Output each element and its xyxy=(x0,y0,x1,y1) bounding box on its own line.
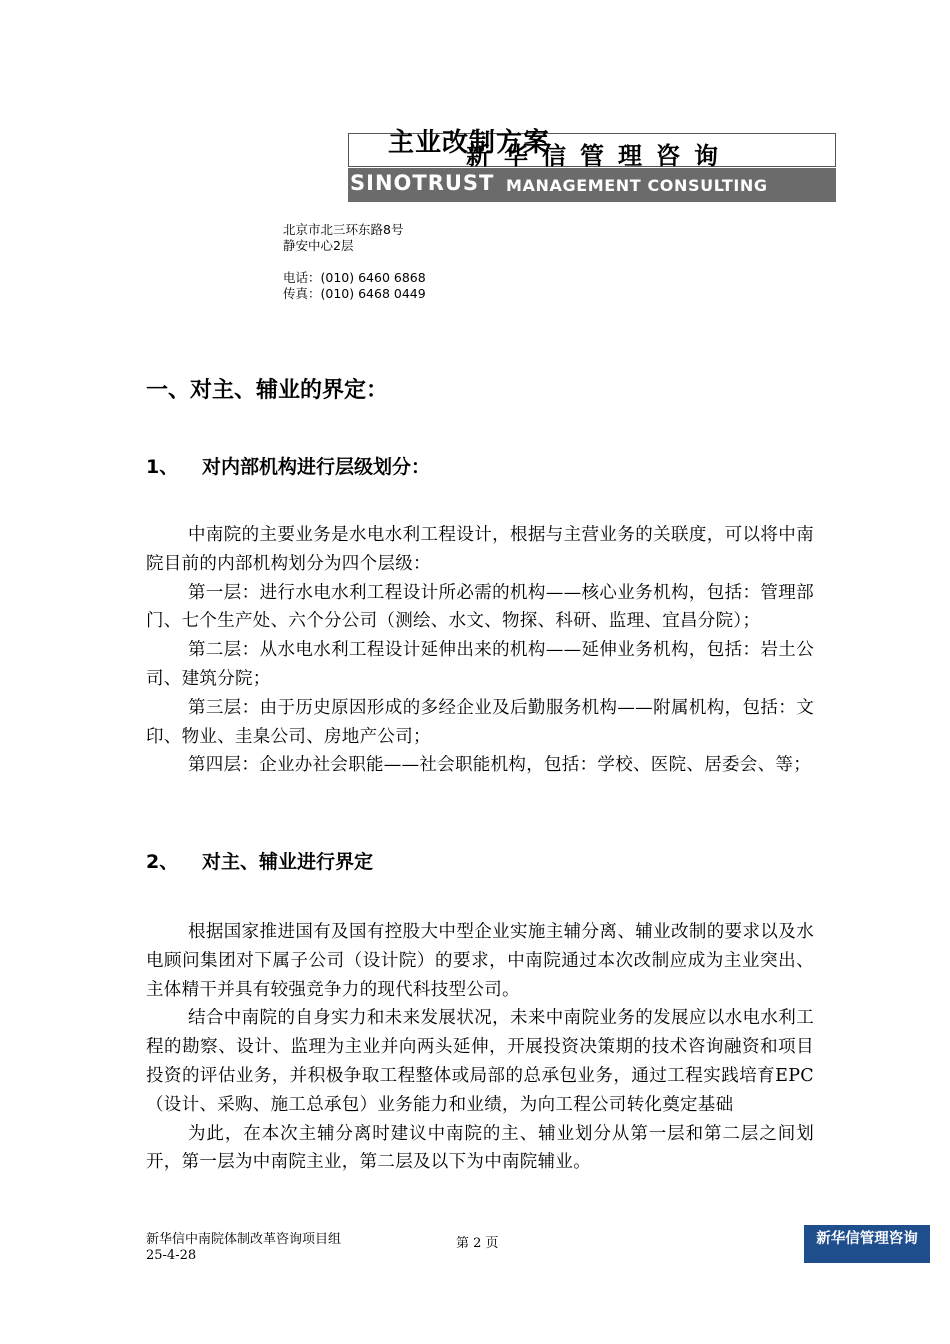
subsection-number: 2、 xyxy=(146,851,179,873)
page-number: 第 2 页 xyxy=(456,1236,499,1251)
footer-date: 25-4-28 xyxy=(146,1248,197,1263)
subsection-heading-2 xyxy=(146,847,373,874)
address-line-1: 北京市北三环东路8号 xyxy=(283,222,404,237)
address-block xyxy=(283,222,403,254)
subsection-heading-1 xyxy=(146,452,430,479)
paragraph: 第二层：从水电水利工程设计延伸出来的机构——延伸业务机构，包括：岩土公司、建筑分院； xyxy=(146,640,814,689)
paragraph: 第三层：由于历史原因形成的多经企业及后勤服务机构——附属机构，包括：文印、物业、圭臬公司、房地产公司； xyxy=(146,697,814,747)
paragraph: 为此，在本次主辅分离时建议中南院的主、辅业划分从第一层和第二层之间划开，第一层为中南院主业，第二层及以下为中南院辅业。 xyxy=(146,1123,814,1173)
logo-english-name: SINOTRUST xyxy=(350,171,495,195)
footer-brand-badge: 新华信管理咨询 xyxy=(804,1225,930,1263)
logo-english-subtitle: MANAGEMENT CONSULTING xyxy=(506,176,768,195)
paragraph: 根据国家推进国有及国有控股大中型企业实施主辅分离、辅业改制的要求以及水电顾问集团对下属子公司（设计院）的要求，中南院通过本次改制应成为主业突出、主体精干并具有较强竞争力的现代科技型公司。 xyxy=(146,922,814,1000)
logo-english-bar xyxy=(348,168,836,202)
subsection-2-body xyxy=(146,918,814,1177)
subsection-title: 对内部机构进行层级划分： xyxy=(202,456,431,478)
address-line-2: 静安中心2层 xyxy=(283,238,354,253)
section-heading: 一、对主、辅业的界定： xyxy=(146,378,389,403)
subsection-1-body xyxy=(146,521,814,780)
logo-chinese-name: 新华信管理咨询 xyxy=(466,142,732,170)
footer-org: 新华信中南院体制改革咨询项目组 xyxy=(146,1232,342,1247)
paragraph: 第一层：进行水电水利工程设计所必需的机构——核心业务机构，包括：管理部门、七个生产处、六个分公司（测绘、水文、物探、科研、监理、宜昌分院）； xyxy=(146,582,814,632)
contact-numbers xyxy=(283,270,426,302)
paragraph: 中南院的主要业务是水电水利工程设计，根据与主营业务的关联度，可以将中南院目前的内部机构划分为四个层级： xyxy=(146,525,814,574)
subsection-title: 对主、辅业进行界定 xyxy=(202,851,374,873)
subsection-number: 1、 xyxy=(146,456,179,478)
paragraph: 结合中南院的自身实力和未来发展状况，未来中南院业务的发展应以水电水利工程的勘察、设计、监理为主业并向两头延伸，开展投资决策期的技术咨询融资和项目投资的评估业务，并积极争取工程整体或局部的总承包业务，通过工程实践培育EPC（设计、采购、施工总承包）业务能力和业绩，为向工程公司转化奠定基础 xyxy=(146,1008,814,1115)
document-title: 主业改制方案 xyxy=(388,128,551,158)
footer-info xyxy=(146,1232,341,1264)
paragraph: 第四层：企业办社会职能——社会职能机构，包括：学校、医院、居委会、等； xyxy=(188,755,811,776)
fax-number: 传真：(010) 6468 0449 xyxy=(283,286,426,301)
phone-number: 电话：(010) 6460 6868 xyxy=(283,270,426,285)
